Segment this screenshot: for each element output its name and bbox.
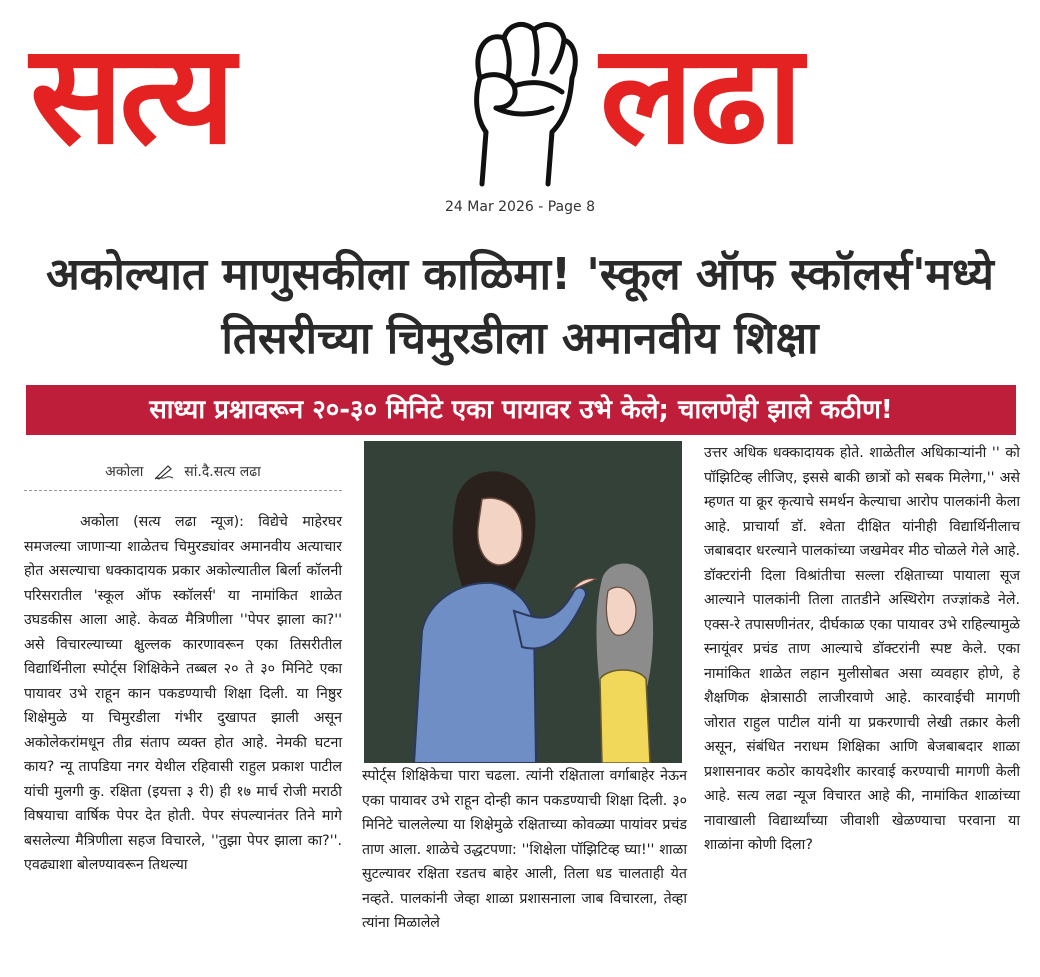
byline-source: सां.दै.सत्य लढा [184, 464, 261, 480]
subheadline-banner [26, 385, 1016, 435]
subheadline-text: साध्या प्रश्नावरून २०-३० मिनिटे एका पायावर उभे केले; चालणेही झाले कठीण! [149, 395, 893, 425]
article-column-1 [24, 510, 342, 878]
raised-fist-icon [452, 8, 584, 188]
date-line: 24 Mar 2026 - Page 8 [445, 199, 595, 215]
teacher-scolding-child-illustration [364, 441, 682, 763]
pen-writing-icon [154, 464, 174, 480]
masthead-word-right: लढा [600, 12, 800, 175]
article-column-3 [704, 441, 1020, 858]
article-photo [364, 441, 682, 763]
article-column-2 [362, 764, 687, 936]
masthead [0, 0, 1040, 196]
article-text-col1: अकोला (सत्य लढा न्यूज): विद्येचे माहेरघर समजल्या जाणाऱ्या शाळेतच चिमुरड्यांवर अमानवीय अत्याचार होत असल्याचा धक्कादायक प्रकार अकोल्यातील बिर्ला कॉलनी परिसरातील 'स्कूल ऑफ स्कॉलर्स' या नामांकित शाळेत उघडकीस आला आहे. केवळ मैत्रिणीला ''पेपर झाला का?'' असे विचारल्याच्या क्षुल्लक कारणावरून एका तिसरीतील विद्यार्थिनीला स्पोर्ट्स शिक्षिकेने तब्बल २० ते ३० मिनिटे एका पायावर उभे राहून कान पकडण्याची शिक्षा दिली. या निष्ठुर शिक्षेमुळे या चिमुरडीला गंभीर दुखापत झाली असून अकोलेकरांमधून तीव्र संताप व्यक्त होत आहे. नेमकी घटना काय? न्यू तापडिया नगर येथील रहिवासी राहुल प्रकाश पाटील यांची मुलगी कु. रक्षिता (इयत्ता ३ री) ही १७ मार्च रोजी मराठी विषयाचा वार्षिक पेपर देत होती. पेपर संपल्यानंतर तिने मागे बसलेल्या मैत्रिणीला सहज विचारले, ''तुझा पेपर झाला का?''. एवढ्याशा बोलण्यावरून तिथल्या [24, 514, 342, 873]
byline-place: अकोला [105, 464, 144, 480]
article-text-col2: स्पोर्ट्स शिक्षिकेचा पारा चढला. त्यांनी रक्षिताला वर्गाबाहेर नेऊन एका पायावर उभे राहून दोन्ही कान पकडण्याची शिक्षा दिली. ३० मिनिटे चाललेल्या या शिक्षेमुळे रक्षिताच्या कोवळ्या पायांवर प्रचंड ताण आला. शाळेचे उद्धटपणा: ''शिक्षेला पॉझिटिव्ह घ्या!'' शाळा सुटल्यावर रक्षिता रडतच बाहेर आली, तिला धड चालताही येत नव्हते. पालकांनी जेव्हा शाळा प्रशासनाला जाब विचारला, तेव्हा त्यांना मिळालेले [362, 768, 687, 931]
byline [24, 458, 342, 491]
headline: अकोल्यात माणुसकीला काळिमा! 'स्कूल ऑफ स्कॉलर्स'मध्ये तिसरीच्या चिमुरडीला अमानवीय शिक्षा [46, 249, 994, 364]
article-text-col3: उत्तर अधिक धक्कादायक होते. शाळेतील अधिकाऱ्यांनी '' को पॉझिटिव्ह लीजिए, इससे बाकी छात्रों को सबक मिलेगा,'' असे म्हणत या क्रूर कृत्याचे समर्थन केल्याचा आरोप पालकांनी केला आहे. प्राचार्या डॉ. श्वेता दीक्षित यांनीही विद्यार्थिनीलाच जबाबदार धरल्याने पालकांच्या जखमेवर मीठ चोळले गेले आहे. डॉक्टरांनी दिला विश्रांतीचा सल्ला रक्षिताच्या पायाला सूज आल्याने पालकांनी तिला तातडीने अस्थिरोग तज्ज्ञांकडे नेले. एक्स-रे तपासणीनंतर, दीर्घकाळ एका पायावर उभे राहिल्यामुळे स्नायूंवर प्रचंड ताण आल्याचे डॉक्टरांनी स्पष्ट केले. एका नामांकित शाळेत लहान मुलीसोबत असा व्यवहार होणे, हे शैक्षणिक क्षेत्रासाठी लाजीरवाणे आहे. कारवाईची मागणी जोरात राहुल पाटील यांनी या प्रकरणाची लेखी तक्रार केली असून, संबंधित नराधम शिक्षिका आणि बेजबाबदार शाळा प्रशासनावर कठोर कायदेशीर कारवाई करण्याची मागणी केली आहे. सत्य लढा न्यूज विचारत आहे की, नामांकित शाळांच्या नावाखाली विद्यार्थ्यांच्या जीवाशी खेळण्याचा परवाना या शाळांना कोणी दिला? [704, 445, 1020, 853]
masthead-word-left: सत्य [30, 12, 232, 175]
